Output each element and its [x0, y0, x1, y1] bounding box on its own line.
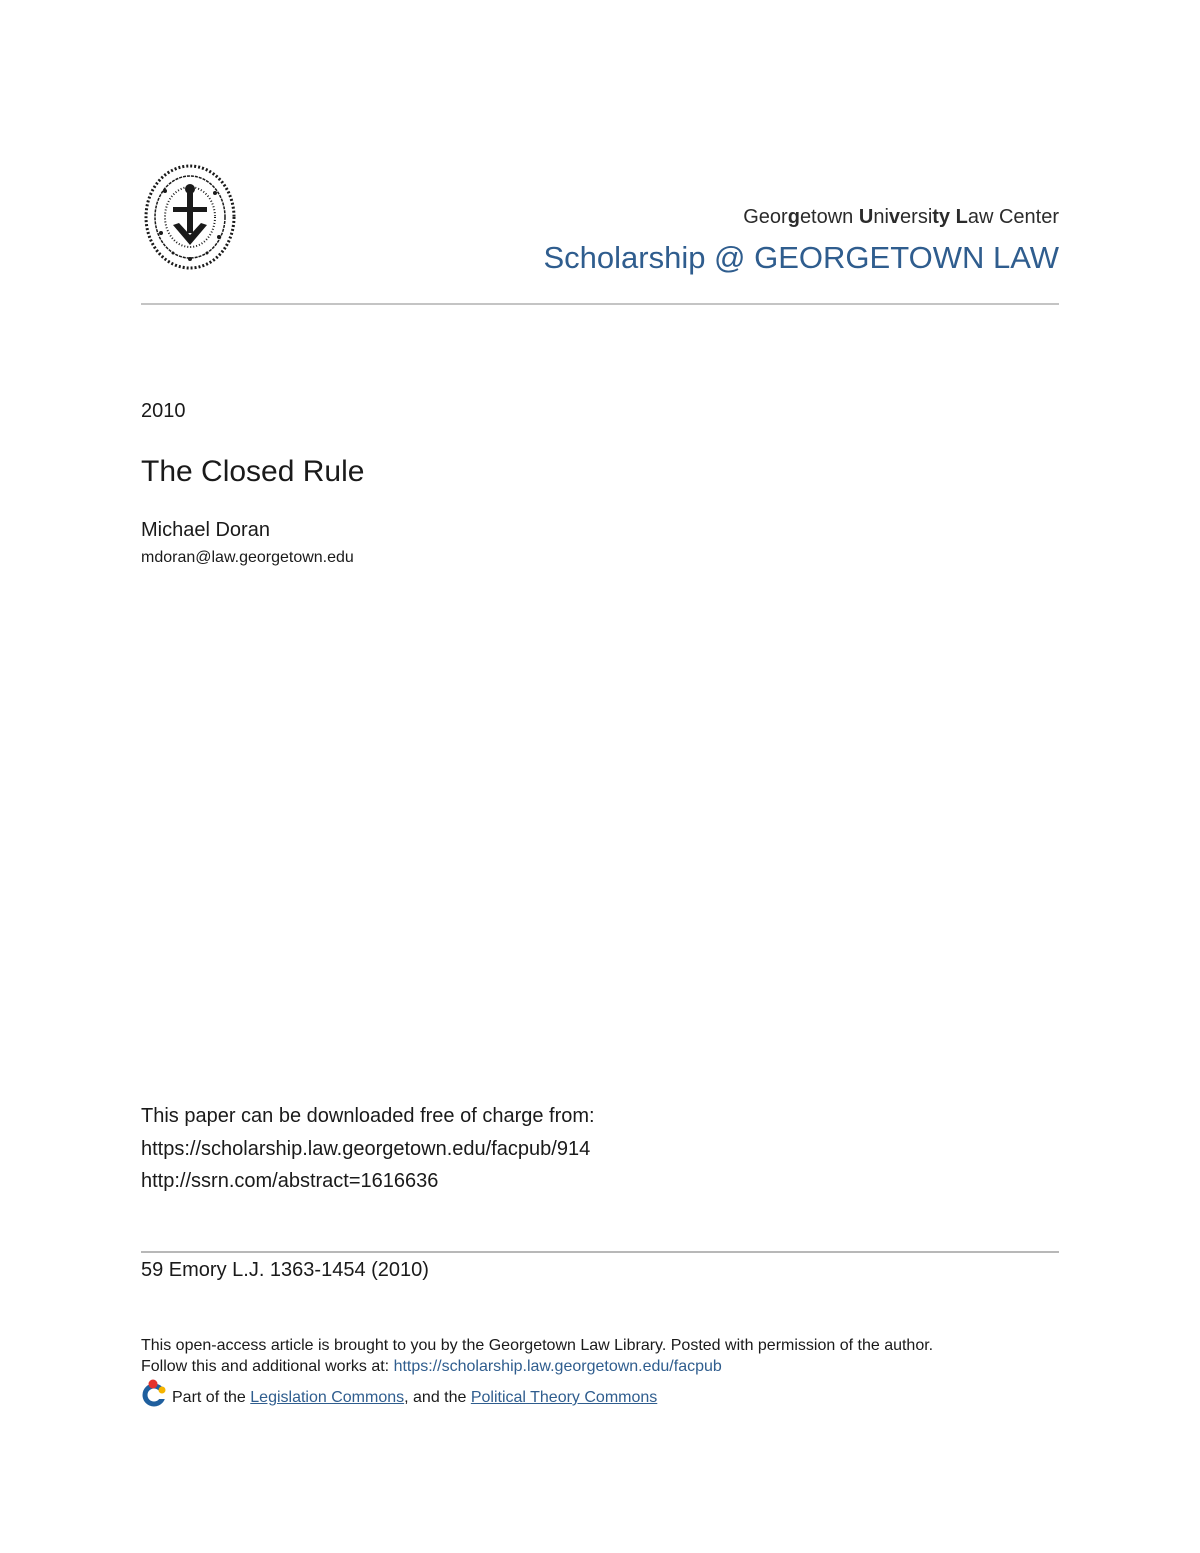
publication-year: 2010: [141, 400, 186, 422]
institution-name: Georgetown University Law Center: [743, 206, 1059, 228]
facpub-link[interactable]: https://scholarship.law.georgetown.edu/facpub: [393, 1358, 722, 1375]
access-statement: This open-access article is brought to you by the Georgetown Law Library. Posted with permission of the author.: [141, 1337, 934, 1354]
commons-separator: , and the: [404, 1389, 471, 1406]
commons-network-icon: [141, 1379, 167, 1407]
follow-prefix: Follow this and additional works at:: [141, 1358, 394, 1375]
author-email: mdoran@law.georgetown.edu: [141, 549, 354, 566]
citation-divider: [141, 1251, 1059, 1253]
author-name: Michael Doran: [141, 519, 270, 541]
download-link-ssrn[interactable]: http://ssrn.com/abstract=1616636: [141, 1170, 439, 1192]
download-link-repository[interactable]: https://scholarship.law.georgetown.edu/facpub/914: [141, 1138, 591, 1160]
header-divider: [141, 303, 1059, 305]
citation: 59 Emory L.J. 1363-1454 (2010): [141, 1259, 429, 1281]
legislation-commons-link[interactable]: Legislation Commons: [250, 1389, 405, 1406]
university-seal-icon: [143, 163, 237, 271]
part-of-prefix: Part of the: [172, 1389, 251, 1406]
repository-brand: Scholarship @ GEORGETOWN LAW: [543, 240, 1059, 275]
download-intro: This paper can be downloaded free of charge from:: [141, 1105, 595, 1127]
document-title: The Closed Rule: [141, 455, 365, 488]
political-theory-commons-link[interactable]: Political Theory Commons: [470, 1389, 658, 1406]
follow-line: [141, 1358, 722, 1376]
commons-line: [172, 1389, 657, 1407]
